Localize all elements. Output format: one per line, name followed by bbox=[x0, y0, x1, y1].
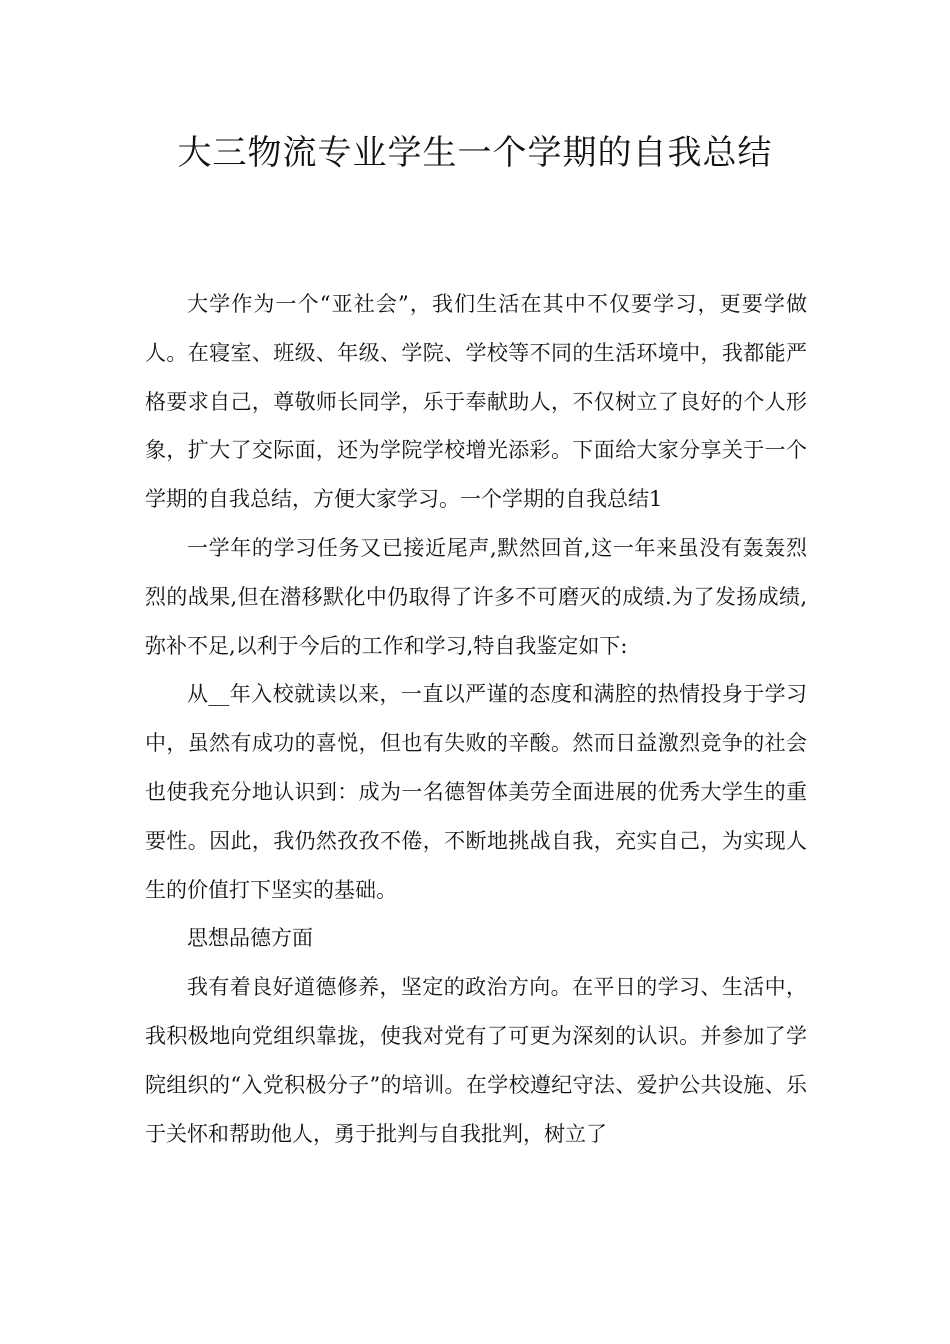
paragraph-enrollment: 从__年入校就读以来，一直以严谨的态度和满腔的热情投身于学习中，虽然有成功的喜悦，但也有失败的辛酸。然而日益激烈竞争的社会也使我充分地认识到：成为一名德智体美劳全面进展的优秀大学生的重要性。因此，我仍然孜孜不倦，不断地挑战自我，充实自己，为实现人生的价值打下坚实的基础。 bbox=[145, 682, 807, 902]
document-title: 大三物流专业学生一个学期的自我总结 bbox=[177, 133, 773, 173]
paragraph-intro: 大学作为一个“亚社会”，我们生活在其中不仅要学习，更要学做人。在寝室、班级、年级、学院、学校等不同的生活环境中，我都能严格要求自己，尊敬师长同学，乐于奉献助人，不仅树立了良好的个人形象，扩大了交际面，还为学院学校增光添彩。下面给大家分享关于一个学期的自我总结，方便大家学习。一个学期的自我总结1 bbox=[145, 292, 807, 512]
paragraph-year-review: 一学年的学习任务又已接近尾声,默然回首,这一年来虽没有轰轰烈烈的战果,但在潜移默化中仍取得了许多不可磨灭的成绩.为了发扬成绩,弥补不足,以利于今后的工作和学习,特自我鉴定如下: bbox=[145, 535, 807, 658]
document-body bbox=[145, 280, 807, 1158]
section-heading-moral: 思想品德方面 bbox=[187, 926, 313, 951]
paragraph-moral: 我有着良好道德修养，坚定的政治方向。在平日的学习、生活中，我积极地向党组织靠拢，使我对党有了可更为深刻的认识。并参加了学院组织的“入党积极分子”的培训。在学校遵纪守法、爱护公共设施、乐于关怀和帮助他人，勇于批判与自我批判，树立了 bbox=[145, 975, 807, 1146]
